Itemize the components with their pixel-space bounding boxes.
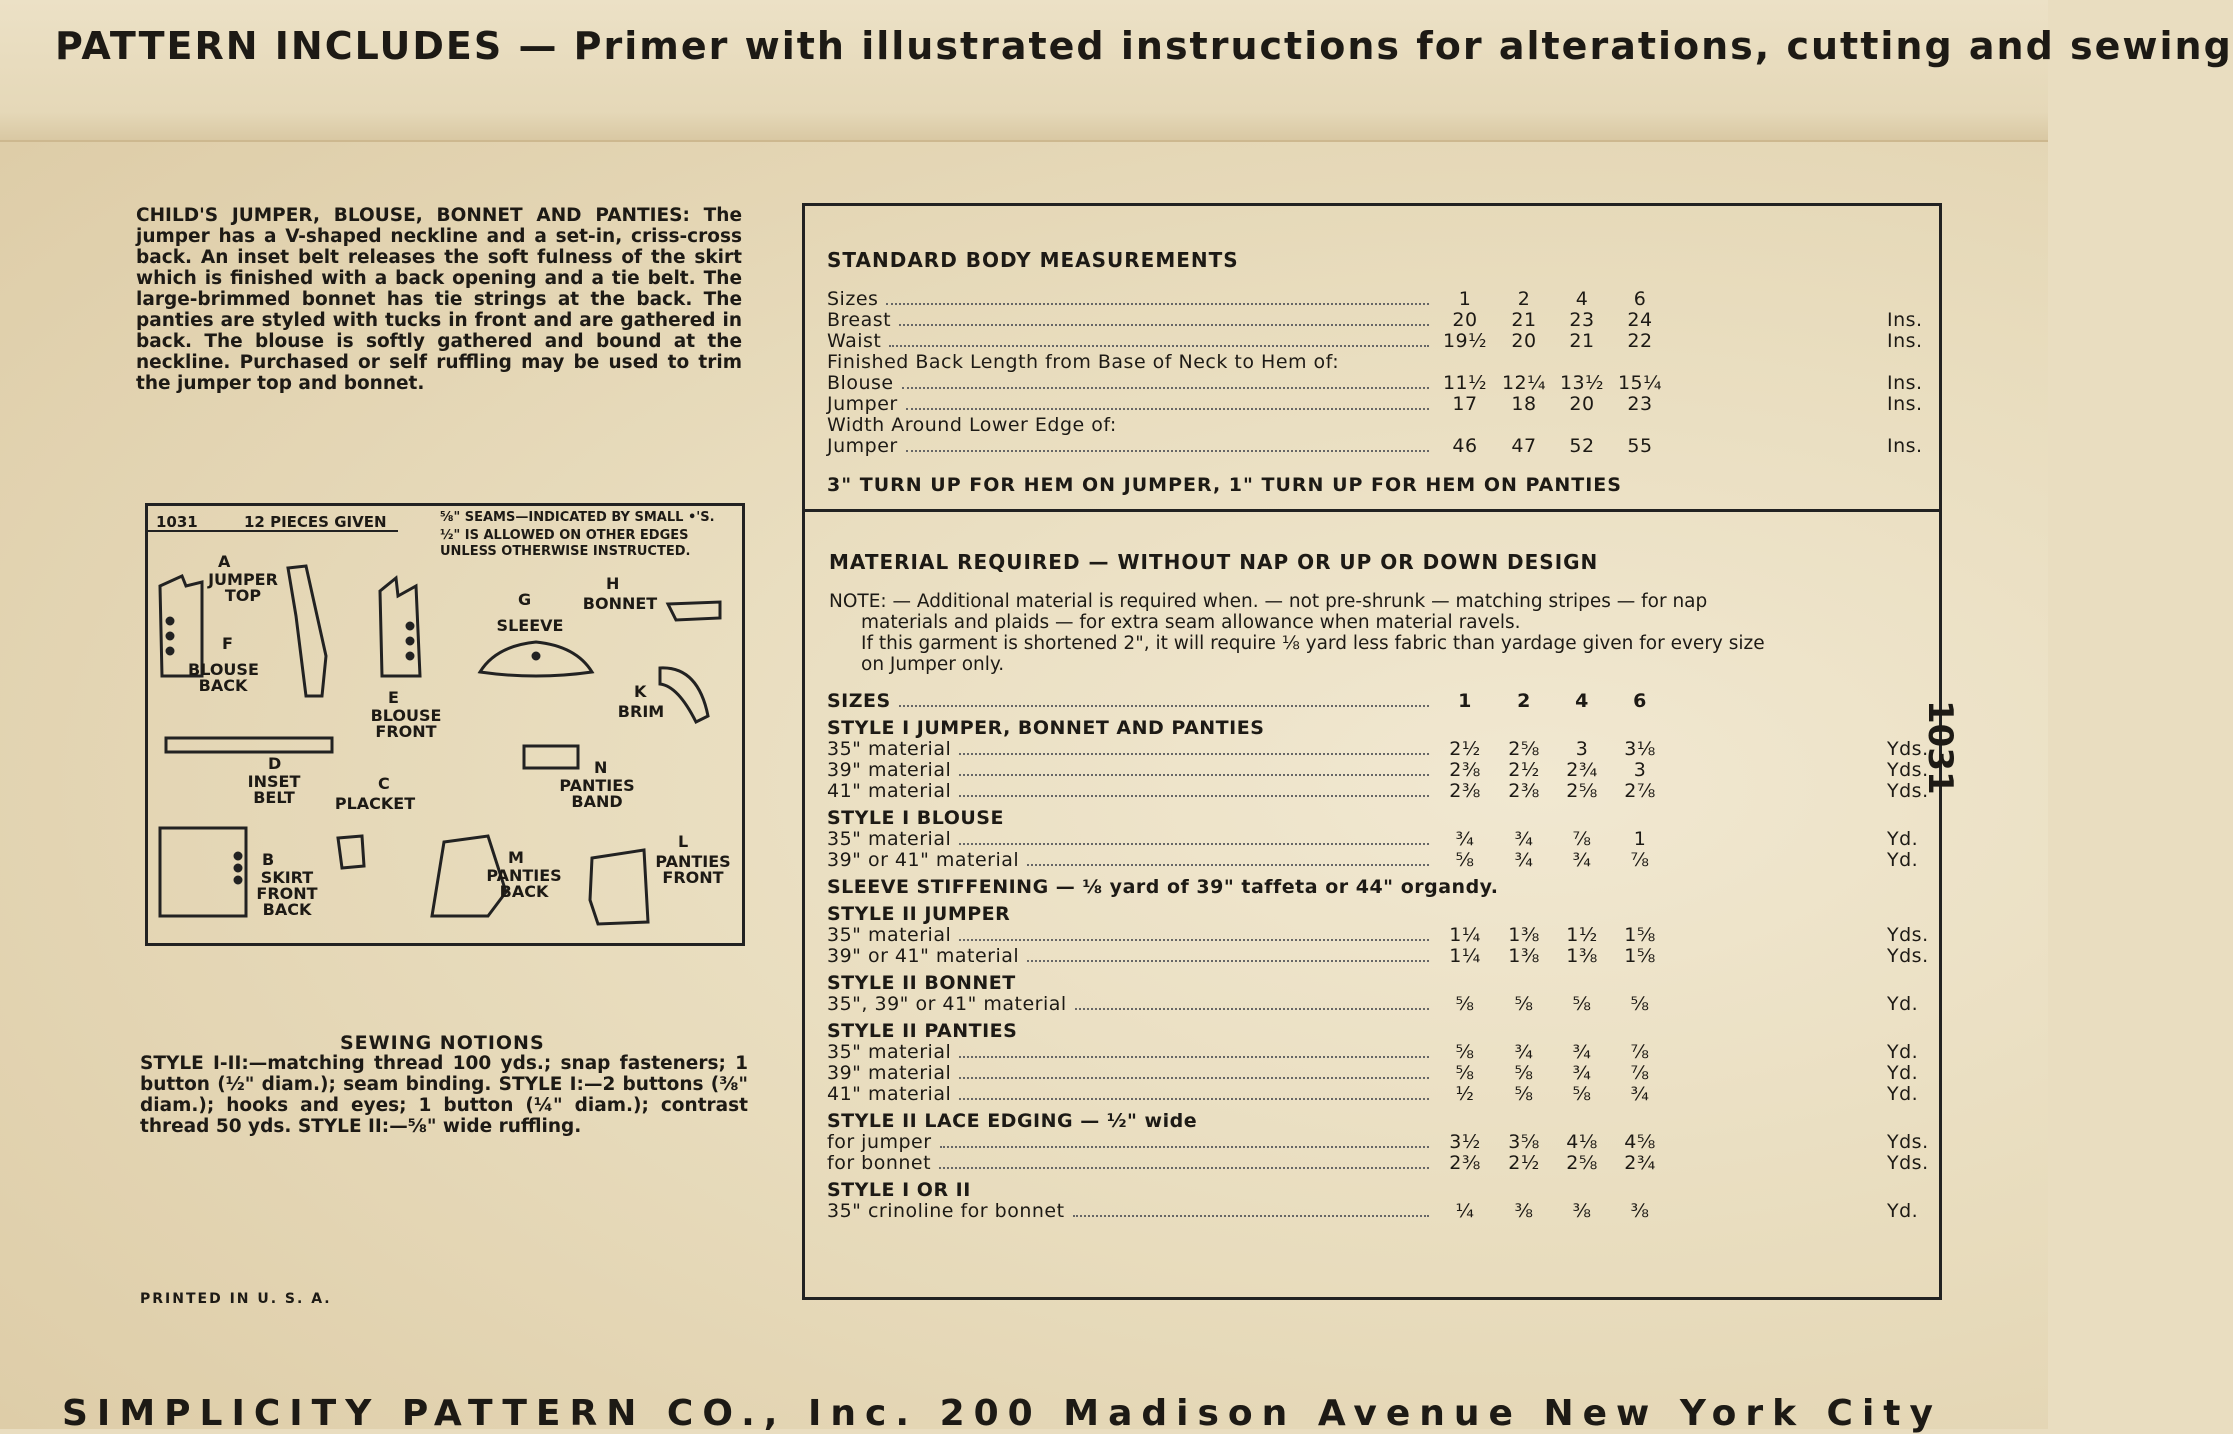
- material-row-label: 35", 39" or 41" material: [827, 993, 1067, 1015]
- measurement-row-label: Breast: [827, 309, 892, 331]
- dot-leader: [959, 795, 1429, 797]
- material-row: [827, 1152, 1945, 1173]
- piece-f-letter: F: [222, 634, 233, 653]
- measurement-row-value: 47: [1511, 435, 1537, 457]
- publisher-footer: SIMPLICITY PATTERN CO., Inc. 200 Madison Avenue New York City: [62, 1393, 1942, 1434]
- piece-c-label: PLACKET: [334, 794, 416, 813]
- description-heading: CHILD'S JUMPER, BLOUSE, BONNET AND PANTIES:: [136, 205, 690, 226]
- material-row-value: ⅜: [1514, 1200, 1534, 1222]
- measurement-row: [827, 330, 1945, 351]
- material-row-value: ⅝: [1455, 1041, 1475, 1063]
- piece-e-label: BLOUSE FRONT: [370, 706, 442, 741]
- piece-g-letter: G: [518, 590, 532, 609]
- measurement-row-value: 22: [1627, 330, 1653, 352]
- piece-l-label: PANTIES FRONT: [655, 852, 731, 887]
- material-row-value: 4⅝: [1624, 1131, 1656, 1153]
- material-row: [827, 972, 1945, 993]
- measurement-row: [827, 414, 1945, 435]
- measurement-row-value: 6: [1633, 288, 1647, 310]
- piece-d-letter: D: [268, 754, 282, 773]
- measurement-row-value: 4: [1575, 288, 1589, 310]
- measurement-row-unit: Ins.: [1887, 309, 1923, 331]
- material-row-unit: Yd.: [1887, 1041, 1919, 1063]
- material-row: [827, 849, 1945, 870]
- material-row-value: ⅞: [1630, 1041, 1650, 1063]
- material-row-value: ¾: [1572, 1062, 1592, 1084]
- material-note-line-3: If this garment is shortened 2", it will require ⅛ yard less fabric than yardage given for every size: [861, 633, 1765, 654]
- material-row-value: ¾: [1455, 828, 1475, 850]
- material-row: [827, 1020, 1945, 1041]
- material-row-value: 2¾: [1566, 759, 1598, 781]
- dot-leader: [1027, 960, 1429, 962]
- dot-leader: [959, 939, 1429, 941]
- garment-description: [136, 205, 742, 394]
- material-row-value: 2⅜: [1449, 759, 1481, 781]
- material-row-value: 1⅜: [1566, 945, 1598, 967]
- measurement-row-value: 1: [1458, 288, 1472, 310]
- material-row-label: SLEEVE STIFFENING — ⅛ yard of 39" taffeta or 44" organdy.: [827, 876, 1499, 898]
- material-row: [827, 807, 1945, 828]
- measurement-row-value: 20: [1511, 330, 1537, 352]
- material-row-label: 39" or 41" material: [827, 849, 1020, 871]
- material-row-value: ⅝: [1455, 993, 1475, 1015]
- measurement-row-label: Sizes: [827, 288, 879, 310]
- material-note-line-1: NOTE: — Additional material is required when. — not pre-shrunk — matching stripes — for nap: [829, 591, 1708, 612]
- dot-leader: [889, 345, 1429, 347]
- measurement-row-value: 46: [1452, 435, 1478, 457]
- measurement-row-value: 21: [1569, 330, 1595, 352]
- material-row: [827, 945, 1945, 966]
- material-row: [827, 738, 1945, 759]
- measurement-row-label: Blouse: [827, 372, 894, 394]
- material-row-label: 35" material: [827, 738, 952, 760]
- measurement-row-value: 17: [1452, 393, 1478, 415]
- dot-leader: [906, 450, 1429, 452]
- description-text: The jumper has a V-shaped neckline and a set-in, criss-cross back. An inset belt releases the soft fulness of the skirt which is finished with a back opening and a tie belt. The large-brimmed bonnet has tie strings at the back. The panties are styled with tucks in front and are gathered in back. The blouse is softly gathered and bound at the neckline. Purchased or self ruffling may be used to trim the jumper top and bonnet.: [136, 205, 742, 394]
- material-row-label: STYLE II JUMPER: [827, 903, 1011, 925]
- material-row-value: 1¼: [1449, 945, 1481, 967]
- measurement-row: [827, 309, 1945, 330]
- material-row-label: STYLE I OR II: [827, 1179, 971, 1201]
- material-row-label: STYLE I JUMPER, BONNET AND PANTIES: [827, 717, 1265, 739]
- material-row-value: 3: [1575, 738, 1589, 760]
- measurement-row-label: Width Around Lower Edge of:: [827, 414, 1117, 436]
- material-row: [827, 1062, 1945, 1083]
- material-note-line-4: on Jumper only.: [861, 654, 1005, 675]
- material-row: [827, 993, 1945, 1014]
- piece-b-letter: B: [262, 850, 275, 869]
- material-row-value: 3⅛: [1624, 738, 1656, 760]
- measurement-row-label: Finished Back Length from Base of Neck to Hem of:: [827, 351, 1340, 373]
- piece-m-label: PANTIES BACK: [486, 866, 562, 901]
- dot-leader: [1073, 1215, 1429, 1217]
- diagram-pieces: 12 PIECES GIVEN: [244, 513, 387, 531]
- material-row-unit: Yds.: [1887, 945, 1929, 967]
- measurement-row-value: 52: [1569, 435, 1595, 457]
- measurement-row-value: 20: [1452, 309, 1478, 331]
- material-row-value: 3: [1633, 759, 1647, 781]
- material-row-value: 2⅞: [1624, 780, 1656, 802]
- dot-leader: [906, 408, 1429, 410]
- diagram-seam-note-1: ⅝" SEAMS—INDICATED BY SMALL •'S.: [440, 510, 715, 525]
- material-row: [827, 1041, 1945, 1062]
- dot-leader: [902, 387, 1429, 389]
- material-row: [827, 1083, 1945, 1104]
- material-row-value: 1½: [1566, 924, 1598, 946]
- measurement-row-value: 18: [1511, 393, 1537, 415]
- piece-g-label: SLEEVE: [496, 616, 564, 635]
- measurement-row: [827, 393, 1945, 414]
- dot-leader: [886, 303, 1429, 305]
- measurement-row-unit: Ins.: [1887, 372, 1923, 394]
- material-row-value: 1: [1633, 828, 1647, 850]
- printed-in-usa: PRINTED IN U. S. A.: [140, 1291, 332, 1307]
- material-row: [827, 1179, 1945, 1200]
- material-row-value: 2⅝: [1508, 738, 1540, 760]
- material-row-value: ⅞: [1630, 849, 1650, 871]
- measurement-row: [827, 288, 1945, 309]
- material-row: [827, 759, 1945, 780]
- dot-leader: [959, 1098, 1429, 1100]
- material-row-value: ¾: [1514, 849, 1534, 871]
- material-row-value: ¼: [1455, 1200, 1475, 1222]
- material-row: [827, 717, 1945, 738]
- piece-n-label: PANTIES BAND: [559, 776, 635, 811]
- material-row-value: 2⅝: [1566, 1152, 1598, 1174]
- material-row-unit: Yd.: [1887, 1083, 1919, 1105]
- material-row-value: ⅝: [1572, 1083, 1592, 1105]
- material-row: [827, 1131, 1945, 1152]
- measurement-row: [827, 435, 1945, 456]
- material-row-label: 41" material: [827, 1083, 952, 1105]
- measurement-row-value: 2: [1517, 288, 1531, 310]
- piece-l-letter: L: [678, 832, 689, 851]
- material-row-value: 6: [1633, 690, 1647, 712]
- hem-note: 3" TURN UP FOR HEM ON JUMPER, 1" TURN UP FOR HEM ON PANTIES: [827, 474, 1622, 496]
- piece-a-label: JUMPER TOP: [208, 570, 278, 605]
- piece-a-letter: A: [218, 552, 231, 571]
- material-row-value: 1¼: [1449, 924, 1481, 946]
- material-row-label: STYLE II LACE EDGING — ½" wide: [827, 1110, 1198, 1132]
- pattern-pieces-diagram: [145, 503, 745, 946]
- dot-leader: [959, 1077, 1429, 1079]
- material-row-value: ⅝: [1455, 849, 1475, 871]
- dot-leader: [899, 324, 1429, 326]
- dot-leader: [1075, 1008, 1429, 1010]
- material-row-label: for jumper: [827, 1131, 932, 1153]
- measurement-row-unit: Ins.: [1887, 393, 1923, 415]
- dot-leader: [940, 1146, 1429, 1148]
- material-row-value: ⅝: [1630, 993, 1650, 1015]
- material-row-value: ¾: [1630, 1083, 1650, 1105]
- diagram-seam-note-2: ½" IS ALLOWED ON OTHER EDGES: [440, 528, 689, 543]
- dot-leader: [959, 774, 1429, 776]
- material-row: [827, 690, 1945, 711]
- dot-leader: [959, 753, 1429, 755]
- material-row-value: ⅝: [1514, 1083, 1534, 1105]
- sewing-notions-title: SEWING NOTIONS: [340, 1032, 545, 1054]
- measurement-row-value: 13½: [1559, 372, 1605, 394]
- measurement-row-value: 23: [1569, 309, 1595, 331]
- measurement-row: [827, 372, 1945, 393]
- header-subtitle: — Primer with illustrated instructions for alterations, cutting and sewing: [518, 24, 2233, 68]
- header: [55, 24, 2233, 68]
- measurement-row-label: Jumper: [827, 393, 898, 415]
- measurement-row-value: 20: [1569, 393, 1595, 415]
- piece-c-letter: C: [378, 774, 390, 793]
- piece-k-letter: K: [634, 682, 647, 701]
- material-note: [829, 591, 1917, 675]
- measurement-row-label: Waist: [827, 330, 882, 352]
- material-row-value: 2½: [1508, 759, 1540, 781]
- measurement-row-value: 24: [1627, 309, 1653, 331]
- material-row-label: 35" material: [827, 924, 952, 946]
- material-row-label: STYLE II PANTIES: [827, 1020, 1018, 1042]
- piece-n-letter: N: [594, 758, 608, 777]
- material-required-title: MATERIAL REQUIRED — WITHOUT NAP OR UP OR DOWN DESIGN: [829, 550, 1599, 574]
- body-measurements-title: STANDARD BODY MEASUREMENTS: [827, 248, 1239, 272]
- measurements-box: [802, 203, 1942, 1300]
- material-row: [827, 828, 1945, 849]
- material-row-value: 4⅛: [1566, 1131, 1598, 1153]
- dot-leader: [939, 1167, 1429, 1169]
- piece-e-letter: E: [388, 688, 399, 707]
- material-row-value: ⅜: [1572, 1200, 1592, 1222]
- piece-m-letter: M: [508, 848, 524, 867]
- dot-leader: [1027, 864, 1429, 866]
- measurement-row-value: 12¼: [1501, 372, 1547, 394]
- material-row-value: 2⅜: [1449, 1152, 1481, 1174]
- material-row-label: for bonnet: [827, 1152, 932, 1174]
- material-row-value: ⅝: [1455, 1062, 1475, 1084]
- material-row-unit: Yd.: [1887, 1200, 1919, 1222]
- material-row-label: STYLE II BONNET: [827, 972, 1016, 994]
- dot-leader: [899, 705, 1429, 707]
- material-row-value: 1⅜: [1508, 924, 1540, 946]
- measurement-row-label: Jumper: [827, 435, 898, 457]
- material-row-value: ½: [1455, 1083, 1475, 1105]
- material-row-unit: Yd.: [1887, 849, 1919, 871]
- material-row-label: 35" material: [827, 1041, 952, 1063]
- material-row-value: ¾: [1514, 828, 1534, 850]
- material-row-value: ⅜: [1630, 1200, 1650, 1222]
- measurement-row-value: 23: [1627, 393, 1653, 415]
- piece-f-label: BLOUSE BACK: [188, 660, 259, 695]
- header-title: PATTERN INCLUDES: [55, 24, 504, 68]
- material-row-unit: Yds.: [1887, 924, 1929, 946]
- material-row-value: ⅞: [1572, 828, 1592, 850]
- material-row-value: 1: [1458, 690, 1472, 712]
- piece-b-label: SKIRT FRONT BACK: [256, 868, 318, 919]
- material-row: [827, 924, 1945, 945]
- material-row-unit: Yd.: [1887, 993, 1919, 1015]
- material-row-label: 35" material: [827, 828, 952, 850]
- material-row-value: 2: [1517, 690, 1531, 712]
- measurement-row-value: 55: [1627, 435, 1653, 457]
- measurement-row-value: 11½: [1442, 372, 1488, 394]
- measurement-row-value: 19½: [1442, 330, 1488, 352]
- diagram-seam-note-3: UNLESS OTHERWISE INSTRUCTED.: [440, 544, 691, 559]
- piece-k-label: BRIM: [617, 702, 665, 721]
- material-row: [827, 1110, 1945, 1131]
- material-row-value: 1⅜: [1508, 945, 1540, 967]
- material-row-label: 39" material: [827, 1062, 952, 1084]
- material-row-value: 2¾: [1624, 1152, 1656, 1174]
- material-row-unit: Yds.: [1887, 738, 1929, 760]
- material-row-label: 35" crinoline for bonnet: [827, 1200, 1065, 1222]
- piece-h-label: BONNET: [582, 594, 658, 613]
- envelope-flap: [0, 0, 2048, 142]
- material-row-value: ⅝: [1514, 993, 1534, 1015]
- material-row-unit: Yd.: [1887, 828, 1919, 850]
- material-row-value: 1⅝: [1624, 924, 1656, 946]
- material-row: [827, 876, 1945, 897]
- material-row-value: ¾: [1572, 849, 1592, 871]
- material-row-label: 41" material: [827, 780, 952, 802]
- dot-leader: [959, 1056, 1429, 1058]
- piece-d-label: INSET BELT: [247, 772, 301, 807]
- material-row-value: ¾: [1572, 1041, 1592, 1063]
- measurement-row-unit: Ins.: [1887, 330, 1923, 352]
- measurement-row-value: 21: [1511, 309, 1537, 331]
- material-row-value: ⅝: [1572, 993, 1592, 1015]
- measurement-row: [827, 351, 1945, 372]
- piece-h-letter: H: [606, 574, 620, 593]
- material-row-value: ⅝: [1514, 1062, 1534, 1084]
- material-row-value: ¾: [1514, 1041, 1534, 1063]
- material-note-line-2: materials and plaids — for extra seam allowance when material ravels.: [861, 612, 1521, 633]
- material-row: [827, 1200, 1945, 1221]
- material-row: [827, 780, 1945, 801]
- sewing-notions-text: STYLE I-II:—matching thread 100 yds.; snap fasteners; 1 button (½" diam.); seam binding. STYLE I:—2 buttons (⅜" diam.); hooks and eyes; 1 button (¼" diam.); contrast thread 50 yds. STYLE II:—⅝" wide ruffling.: [140, 1053, 748, 1137]
- material-row-unit: Yds.: [1887, 759, 1929, 781]
- box-divider: [805, 509, 1939, 512]
- material-row-label: SIZES: [827, 690, 891, 712]
- material-row-unit: Yds.: [1887, 780, 1929, 802]
- dot-leader: [959, 843, 1429, 845]
- material-row-value: 4: [1575, 690, 1589, 712]
- material-row-value: 2½: [1449, 738, 1481, 760]
- material-row-unit: Yds.: [1887, 1131, 1929, 1153]
- material-row-label: STYLE I BLOUSE: [827, 807, 1004, 829]
- measurement-row-unit: Ins.: [1887, 435, 1923, 457]
- material-row-label: 39" material: [827, 759, 952, 781]
- material-row-value: 2⅝: [1566, 780, 1598, 802]
- diagram-number: 1031: [156, 513, 198, 531]
- material-row-label: 39" or 41" material: [827, 945, 1020, 967]
- measurement-row-value: 15¼: [1617, 372, 1663, 394]
- material-row-unit: Yds.: [1887, 1152, 1929, 1174]
- material-row-value: 2⅜: [1449, 780, 1481, 802]
- pattern-number-side: 1031: [1920, 700, 1960, 795]
- material-row: [827, 903, 1945, 924]
- material-row-value: 3½: [1449, 1131, 1481, 1153]
- material-row-value: 2⅜: [1508, 780, 1540, 802]
- material-row-value: ⅞: [1630, 1062, 1650, 1084]
- material-row-value: 3⅝: [1508, 1131, 1540, 1153]
- material-row-unit: Yd.: [1887, 1062, 1919, 1084]
- material-row-value: 2½: [1508, 1152, 1540, 1174]
- material-row-value: 1⅝: [1624, 945, 1656, 967]
